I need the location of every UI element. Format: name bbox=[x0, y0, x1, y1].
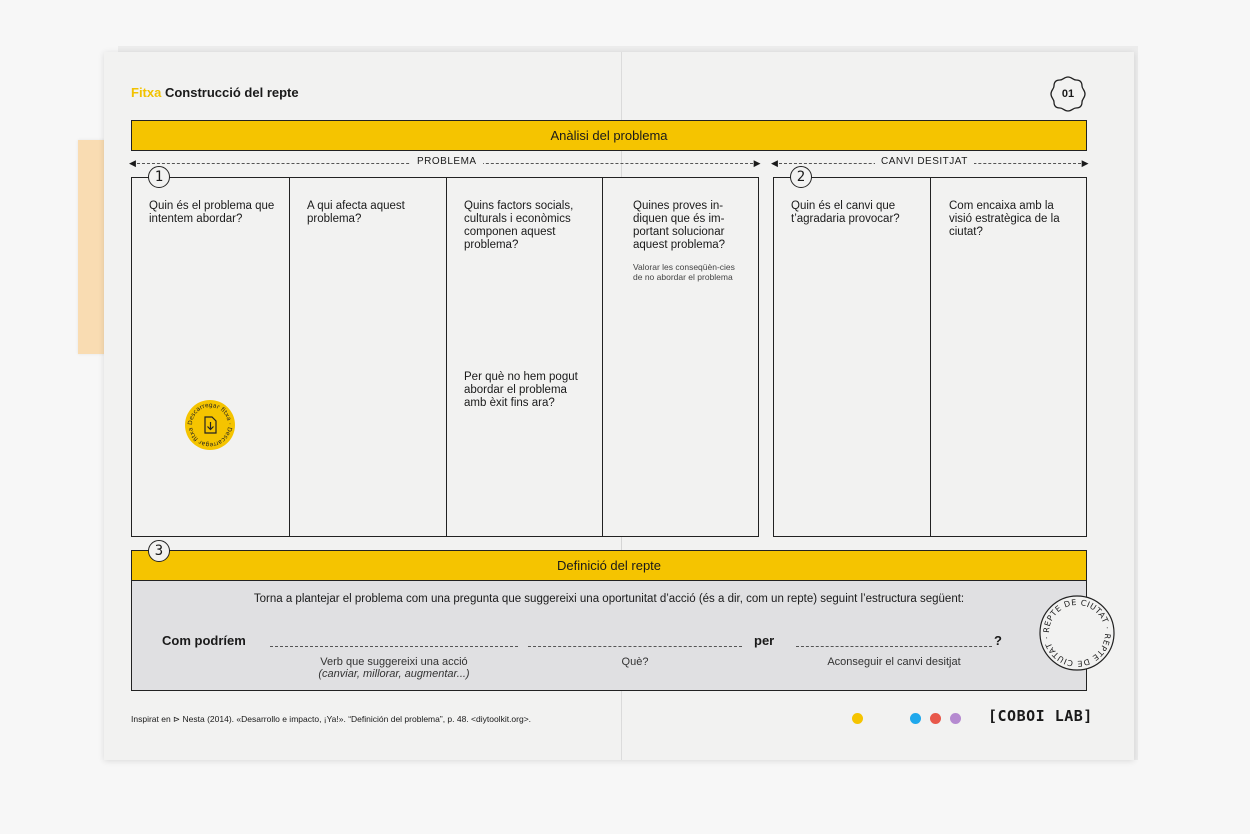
analysis-bar-title: Anàlisi del problema bbox=[550, 128, 668, 143]
problem-arrow-row bbox=[131, 156, 759, 170]
goal-blank[interactable] bbox=[796, 646, 992, 647]
step-3-marker: 3 bbox=[148, 540, 170, 562]
problem-column-factors[interactable] bbox=[446, 178, 602, 536]
caption-what: Què? bbox=[621, 656, 649, 668]
problem-column-evidence[interactable] bbox=[602, 178, 758, 536]
question-factors: Quins factors socials, culturals i econòmics componen aquest problema? bbox=[464, 200, 574, 251]
evidence-hint: Valorar les conseqüèn-cies de no abordar el problema bbox=[633, 262, 735, 282]
download-stamp-text: Descarregar fitxa · Descarregar fitxa bbox=[186, 401, 234, 449]
definition-bar-title: Definició del repte bbox=[556, 558, 662, 573]
city-challenge-stamp bbox=[1038, 594, 1116, 672]
title-prefix: Fitxa bbox=[131, 85, 162, 100]
question-evidence: Quines proves in-diquen que és im-portant solucionar aquest problema? bbox=[633, 200, 726, 251]
caption-goal: Aconseguir el canvi desitjat bbox=[827, 656, 961, 668]
formula-lead: Com podríem bbox=[162, 633, 246, 648]
problem-column-who[interactable] bbox=[289, 178, 446, 536]
download-sheet-button[interactable] bbox=[184, 399, 236, 451]
arrow-left-icon: ◀ bbox=[771, 158, 779, 168]
yellow-dot bbox=[852, 713, 863, 724]
verb-blank[interactable] bbox=[270, 646, 518, 647]
challenge-definition-box bbox=[131, 580, 1087, 691]
change-column-fit[interactable] bbox=[930, 178, 1086, 536]
arrow-left-icon: ◀ bbox=[129, 158, 137, 168]
step-1-marker: 1 bbox=[148, 166, 170, 188]
question-strategic-fit: Com encaixa amb la visió estratègica de la ciutat? bbox=[949, 200, 1060, 238]
instruction-text: Torna a plantejar el problema com una pregunta que suggereixi una oportunitat d’acció (és a dir, com un repte) seguint l’estructura següent: bbox=[253, 593, 965, 605]
footer-credit: Inspirat en ⊳ Nesta (2014). «Desarrollo e impacto, ¡Ya!». “Definición del problema”, p. 48. <diytoolkit.org>. bbox=[131, 714, 532, 724]
coboi-lab-logo: [COBOI LAB] bbox=[988, 707, 1093, 725]
definition-bar bbox=[131, 550, 1087, 581]
download-stamp-icon bbox=[184, 399, 236, 451]
question-who-affected: A qui afecta aquest problema? bbox=[307, 200, 405, 225]
formula-per: per bbox=[754, 633, 775, 648]
analysis-bar bbox=[131, 120, 1087, 151]
step-2-marker: 2 bbox=[790, 166, 812, 188]
change-arrow-row bbox=[773, 156, 1087, 170]
change-grid bbox=[773, 177, 1087, 537]
what-blank[interactable] bbox=[528, 646, 742, 647]
caption-verb bbox=[270, 656, 518, 680]
formula-question-mark: ? bbox=[994, 633, 1002, 648]
arrow-right-icon: ▶ bbox=[1081, 158, 1089, 168]
blue-dot bbox=[910, 713, 921, 724]
arrow-right-icon: ▶ bbox=[753, 158, 761, 168]
red-dot bbox=[930, 713, 941, 724]
page-title bbox=[131, 85, 299, 100]
problem-column-what[interactable] bbox=[132, 178, 289, 536]
caption-verb-label: Verb que suggereixi una acció bbox=[320, 656, 468, 668]
city-challenge-stamp-text: REPTE DE CIUTAT · REPTE DE CIUTAT · bbox=[1041, 597, 1113, 669]
change-column-what[interactable] bbox=[774, 178, 930, 536]
city-challenge-stamp-icon bbox=[1038, 594, 1116, 672]
worksheet-page bbox=[104, 52, 1134, 760]
caption-verb-examples: (canviar, millorar, augmentar...) bbox=[318, 668, 470, 680]
question-desired-change: Quin és el canvi que t’agradaria provocar? bbox=[791, 200, 900, 225]
question-what-problem: Quin és el problema que intentem abordar? bbox=[149, 200, 275, 225]
badge-number: 01 bbox=[1061, 88, 1075, 100]
sheet-number-badge bbox=[1048, 74, 1088, 114]
problem-label: PROBLEMA bbox=[411, 156, 483, 167]
question-why-not-solved: Per què no hem pogut abordar el problema amb èxit fins ara? bbox=[464, 371, 578, 409]
change-label: CANVI DESITJAT bbox=[875, 156, 974, 167]
title-text: Construcció del repte bbox=[164, 85, 299, 100]
problem-grid bbox=[131, 177, 759, 537]
purple-dot bbox=[950, 713, 961, 724]
